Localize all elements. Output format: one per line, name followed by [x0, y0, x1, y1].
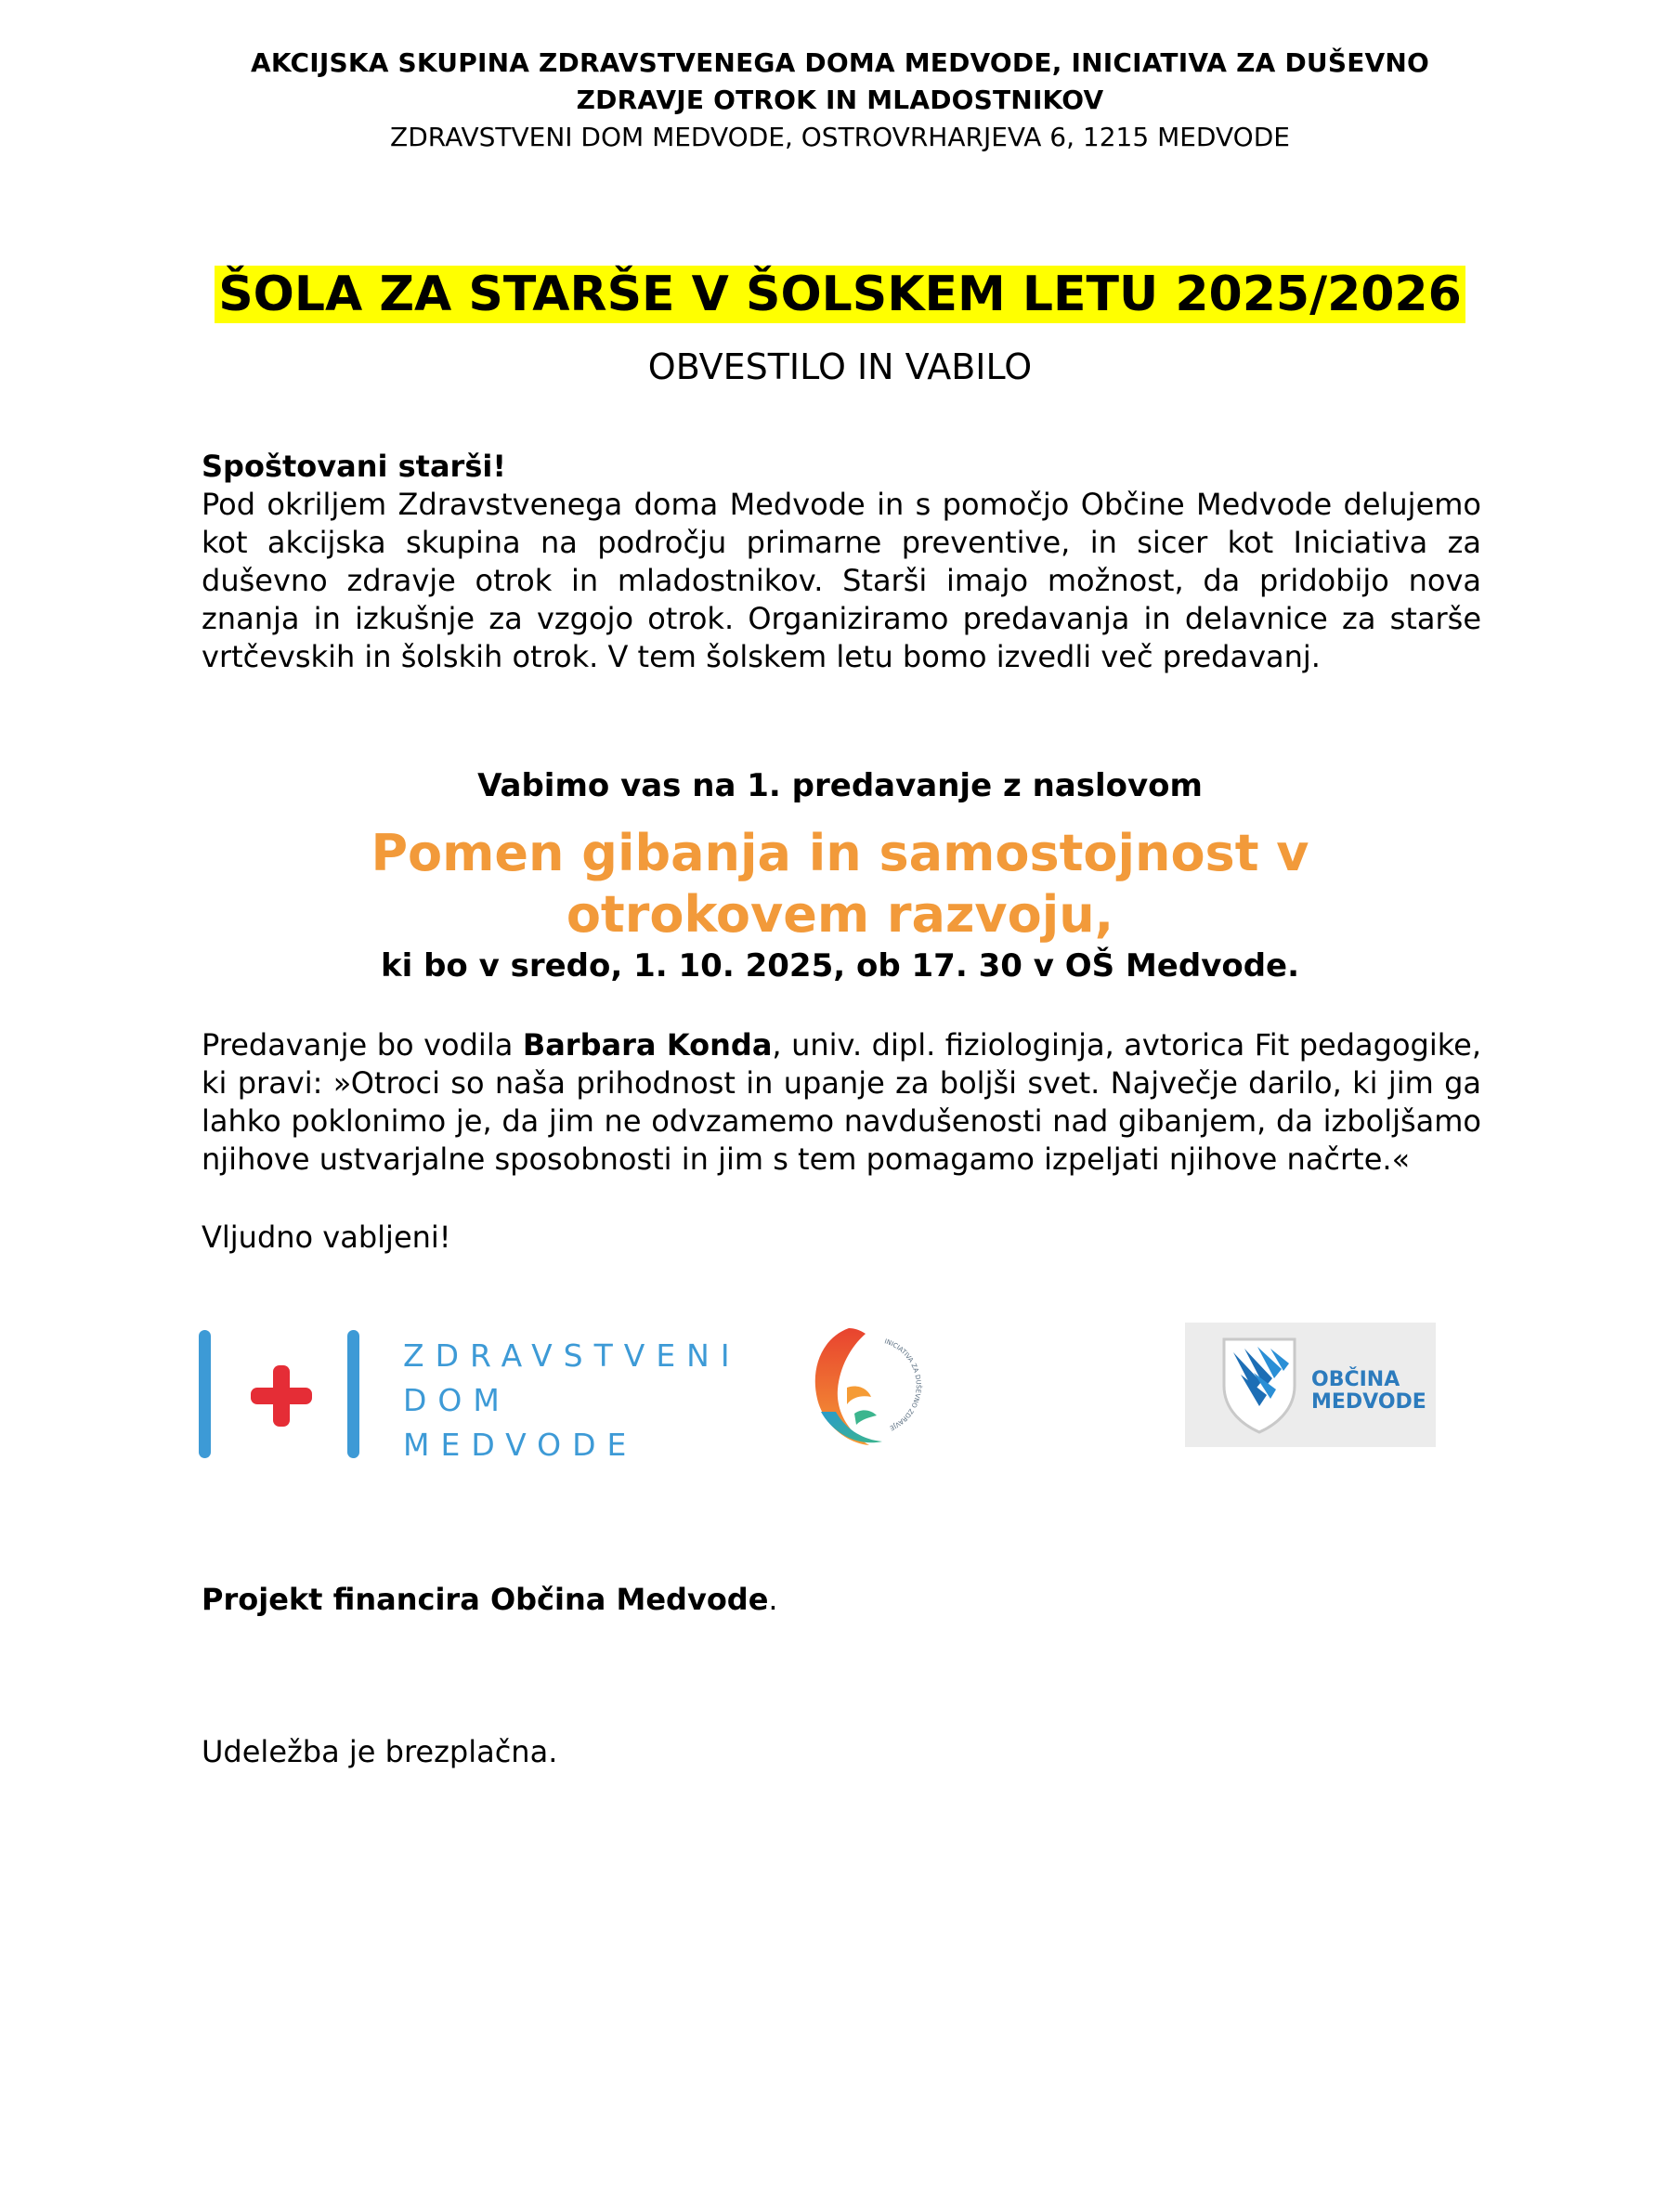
header [0, 45, 1680, 156]
iniciativa-ring-text: INICIATIVA ZA DUŠEVNO ZDRAVJE [883, 1337, 922, 1432]
intro-paragraph: Pod okriljem Zdravstvenega doma Medvode in s pomočjo Občine Medvode delujemo kot akcijska skupina na področju primarne preventive, in sicer kot Iniciativa za duševno zdravje otrok in mladostnikov. Starši imajo možnost, da pridobijo nova znanja in izkušnje za vzgojo otrok. Organiziramo predavanja in delavnice za starše vrtčevskih in šolskih otrok. V tem šolskem letu bomo izvedli več predavanj. [202, 487, 1481, 674]
invite-line: Vabimo vas na 1. predavanje z naslovom [477, 767, 1203, 804]
obcina-logo-text [1311, 1369, 1426, 1414]
header-address: ZDRAVSTVENI DOM MEDVODE, OSTROVRHARJEVA 6, 1215 MEDVODE [390, 122, 1290, 152]
speaker-prefix: Predavanje bo vodila [202, 1027, 523, 1063]
obcina-shield-icon [1217, 1334, 1302, 1436]
intro-block [202, 448, 1481, 676]
header-line-2: ZDRAVJE OTROK IN MLADOSTNIKOV [576, 85, 1104, 115]
lecture-title-line-1: Pomen gibanja in samostojnost v [371, 824, 1309, 882]
speaker-paragraph [202, 1026, 1481, 1179]
zd-logo-line-3: MEDVODE [403, 1427, 638, 1463]
funding-note [202, 1581, 1481, 1619]
iniciativa-logo [804, 1323, 931, 1453]
speaker-quote: , univ. dipl. fiziologinja, avtorica Fit pedagogike, ki pravi: »Otroci so naša prihodnost in upanje za boljši svet. Največje darilo, ki jim ga lahko poklonimo je, da jim ne odvzamemo navdušenosti nad gibanjem, da izboljšamo njihove ustvarjalne sposobnosti in jim s tem pomagamo izpeljati njihove načrte.« [202, 1027, 1481, 1177]
logo-bar-left [199, 1330, 211, 1458]
obcina-logo-line-1: OBČINA [1311, 1368, 1400, 1391]
obcina-medvode-logo [1185, 1323, 1436, 1447]
zdravstveni-dom-logo [199, 1326, 741, 1464]
greeting: Spoštovani starši! [202, 449, 506, 484]
lecture-title [0, 823, 1680, 946]
regards: Vljudno vabljeni! [202, 1219, 451, 1255]
zd-logo-text [403, 1334, 741, 1467]
logo-bar-right [347, 1330, 359, 1458]
lecture-title-line-2: otrokovem razvoju, [566, 885, 1114, 944]
funding-bold: Projekt financira Občina Medvode [202, 1582, 769, 1617]
header-line-1: AKCIJSKA SKUPINA ZDRAVSTVENEGA DOMA MEDVODE, INICIATIVA ZA DUŠEVNO [250, 47, 1430, 78]
iniciativa-emblem-icon [804, 1323, 931, 1453]
page-subtitle: OBVESTILO IN VABILO [647, 346, 1033, 387]
funding-tail: . [768, 1582, 778, 1617]
page-title: ŠOLA ZA STARŠE V ŠOLSKEM LETU 2025/2026 [215, 266, 1465, 323]
title-wrap [0, 266, 1680, 323]
obcina-logo-line-2: MEDVODE [1311, 1390, 1426, 1414]
zd-logo-line-1: ZDRAVSTVENI [403, 1337, 741, 1374]
speaker-name: Barbara Konda [522, 1027, 773, 1063]
lecture-date-place: ki bo v sredo, 1. 10. 2025, ob 17. 30 v OŠ Medvode. [380, 947, 1300, 985]
zd-logo-line-2: DOM [403, 1382, 511, 1418]
red-cross-icon [251, 1365, 312, 1427]
free-attendance-note: Udeležba je brezplačna. [202, 1734, 558, 1769]
